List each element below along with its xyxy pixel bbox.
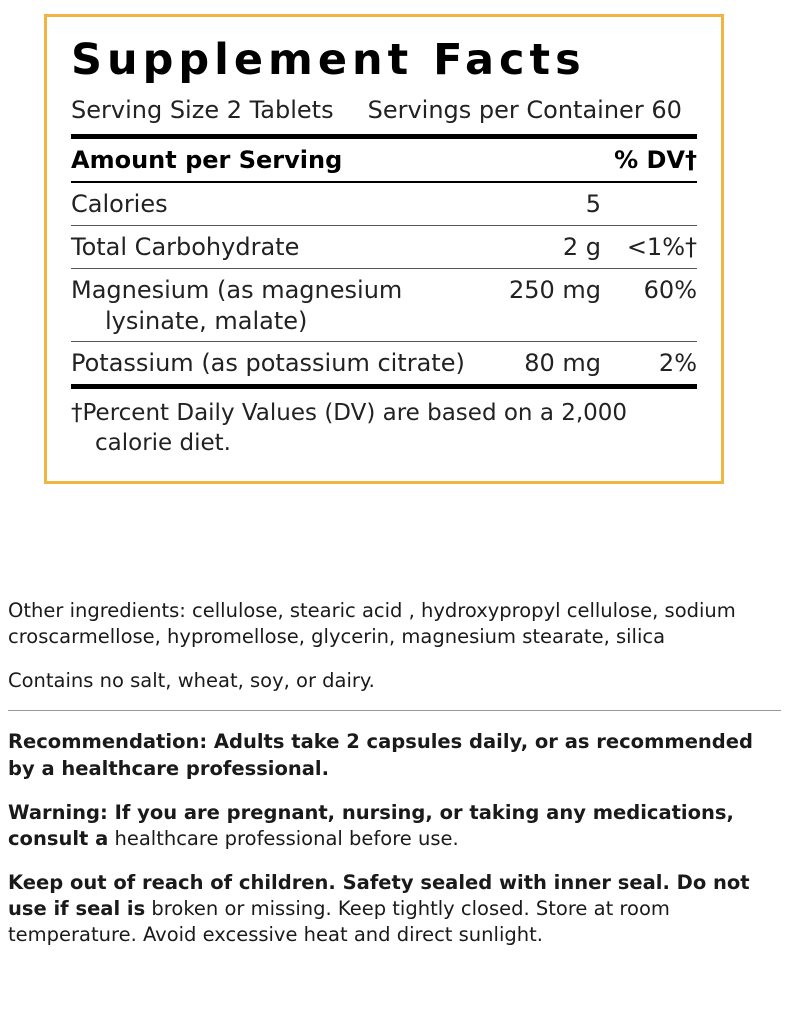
supplement-facts-panel (44, 14, 724, 484)
daily-value-footnote (71, 389, 697, 459)
keep-out-of-reach-paragraph (8, 870, 781, 948)
nutrient-amount: 5 (585, 190, 601, 219)
recommendation-text: Recommendation: Adults take 2 capsules daily, or as recommended by a healthcare professional. (8, 730, 753, 780)
footnote-line-2: calorie diet. (95, 430, 231, 457)
nutrient-dv: 2% (658, 349, 697, 378)
recommendation-paragraph (8, 729, 781, 781)
table-row (71, 342, 697, 384)
table-row (71, 269, 697, 311)
warning-text-bold: Warning: If you are pregnant, nursing, or taking any medications, consult a (8, 800, 734, 850)
serving-info (71, 86, 697, 134)
nutrient-name: Magnesium (as magnesium (71, 276, 403, 305)
nutrient-name: Total Carbohydrate (71, 233, 300, 262)
supplement-facts-title: Supplement Facts (71, 35, 586, 85)
amount-per-serving-header (71, 139, 697, 181)
nutrient-dv: <1%† (626, 233, 697, 262)
table-row (71, 226, 697, 268)
section-divider (8, 710, 781, 711)
nutrient-amount: 250 mg (508, 276, 601, 305)
nutrient-name: Potassium (as potassium citrate) (71, 349, 465, 378)
label-body-text (2, 598, 787, 966)
nutrient-dv: 60% (643, 276, 697, 305)
nutrient-amount: 80 mg (524, 349, 601, 378)
nutrient-name-continuation: lysinate, malate) (105, 307, 308, 336)
serving-size: Serving Size 2 Tablets (71, 96, 334, 125)
nutrient-name: Calories (71, 190, 168, 219)
warning-paragraph (8, 800, 781, 852)
footnote-line-1: †Percent Daily Values (DV) are based on a 2,000 (71, 400, 628, 427)
warning-text-rest: healthcare professional before use. (114, 826, 459, 850)
servings-per-container: Servings per Container 60 (367, 96, 682, 125)
amount-per-serving-label: Amount per Serving (71, 146, 343, 175)
nutrient-amount: 2 g (562, 233, 601, 262)
keep-out-text-rest: broken or missing. Keep tightly closed. Store at room temperature. Avoid excessive heat and direct sunlight. (8, 897, 670, 947)
dv-header: % DV† (614, 146, 697, 175)
allergen-statement: Contains no salt, wheat, soy, or dairy. (8, 669, 375, 693)
other-ingredients-paragraph: Other ingredients: cellulose, stearic acid , hydroxypropyl cellulose, sodium croscarmellose, hypromellose, glycerin, magnesium stearate, silica (8, 599, 736, 649)
keep-out-text-bold: Keep out of reach of children. Safety sealed with inner seal. Do not use if seal is (8, 870, 750, 920)
table-row (71, 183, 697, 225)
